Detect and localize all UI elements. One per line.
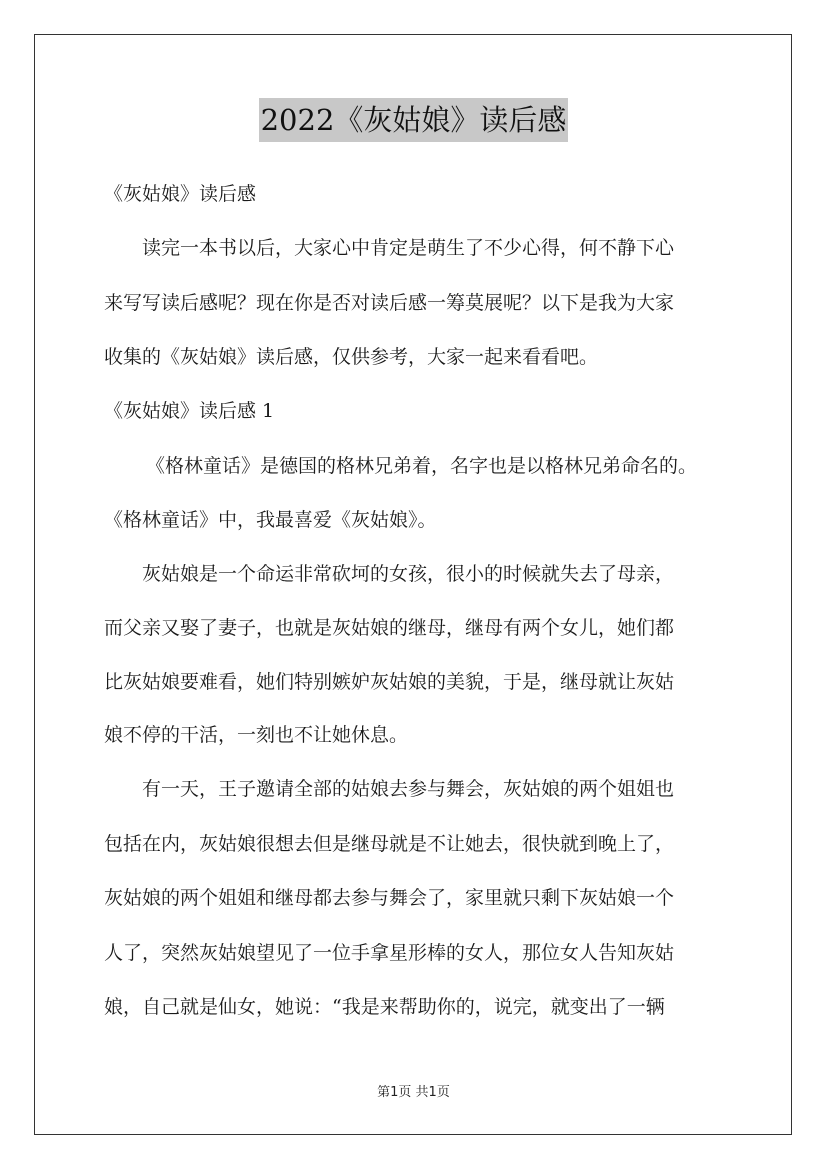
section-heading: 《灰姑娘》读后感 1 — [104, 400, 275, 422]
page-number-footer: 第1页 共1页 — [377, 1085, 450, 1100]
paragraph-line: 有一天，王子邀请全部的姑娘去参与舞会，灰姑娘的两个姐姐也 — [142, 778, 675, 800]
paragraph-line: 灰姑娘的两个姐姐和继母都去参与舞会了，家里就只剩下灰姑娘一个 — [104, 887, 675, 909]
paragraph-line: 收集的《灰姑娘》读后感，仅供参考，大家一起来看看吧。 — [104, 346, 599, 368]
paragraph-line: 人了，突然灰姑娘望见了一位手拿星形棒的女人，那位女人告知灰姑 — [104, 942, 675, 964]
paragraph-line: 《格林童话》中，我最喜爱《灰姑娘》。 — [104, 509, 437, 531]
paragraph-line: 灰姑娘是一个命运非常砍坷的女孩，很小的时候就失去了母亲， — [142, 563, 675, 585]
paragraph-line: 而父亲又娶了妻子，也就是灰姑娘的继母，继母有两个女儿，她们都 — [104, 617, 675, 639]
paragraph-line: 娘，自己就是仙女，她说：“我是来帮助你的，说完，就变出了一辆 — [104, 996, 665, 1018]
paragraph-line: 娘不停的干活，一刻也不让她休息。 — [104, 724, 409, 746]
title-container — [0, 98, 827, 142]
paragraph-line: 包括在内，灰姑娘很想去但是继母就是不让她去，很快就到晚上了， — [104, 833, 675, 855]
paragraph-line: 《格林童话》是德国的格林兄弟着，名字也是以格林兄弟命名的。 — [146, 455, 698, 477]
document-title: 2022《灰姑娘》读后感 — [259, 98, 569, 142]
section-heading: 《灰姑娘》读后感 — [104, 183, 257, 205]
paragraph-line: 来写写读后感呢？现在你是否对读后感一筹莫展呢？以下是我为大家 — [104, 292, 675, 314]
paragraph-line: 读完一本书以后，大家心中肯定是萌生了不少心得，何不静下心 — [142, 237, 675, 259]
paragraph-line: 比灰姑娘要难看，她们特别嫉妒灰姑娘的美貌，于是，继母就让灰姑 — [104, 671, 675, 693]
